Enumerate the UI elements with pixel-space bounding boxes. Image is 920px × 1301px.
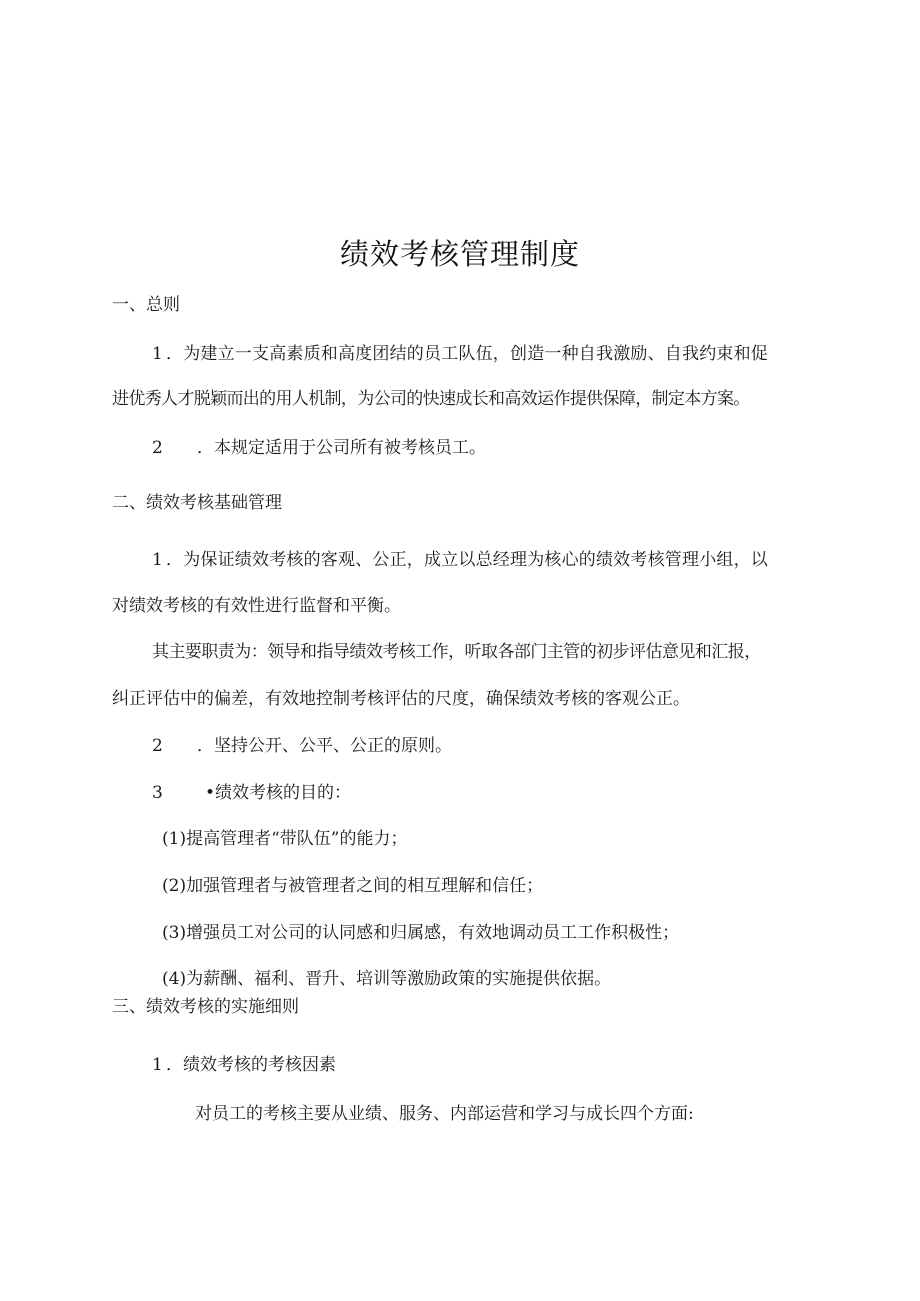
paragraph-number: 3: [152, 783, 163, 803]
list-item: (4)为薪酬、福利、晋升、培训等激励政策的实施提供依据。: [162, 969, 612, 989]
paragraph-number: 2: [152, 736, 163, 756]
paragraph-text: ．为保证绩效考核的客观、公正，成立以总经理为核心的绩效考核管理小组，以: [166, 550, 768, 570]
paragraph-number: 1: [152, 550, 163, 570]
paragraph-text: 进优秀人才脱颖而出的用人机制，为公司的快速成长和高效运作提供保障，制定本方案。: [112, 389, 750, 409]
list-item: (3)增强员工对公司的认同感和归属感，有效地调动员工工作积极性；: [162, 923, 680, 943]
paragraph-text: ．本规定适用于公司所有被考核员工。: [197, 438, 486, 458]
paragraph-text: •绩效考核的目的：: [205, 783, 352, 803]
paragraph-number: 1: [152, 344, 163, 364]
paragraph-text: 其主要职责为：领导和指导绩效考核工作，听取各部门主管的初步评估意见和汇报，: [152, 642, 761, 662]
paragraph-text: 纠正评估中的偏差，有效地控制考核评估的尺度，确保绩效考核的客观公正。: [112, 689, 690, 709]
list-item: (1)提高管理者“带队伍”的能力；: [162, 829, 408, 849]
paragraph-text: ．绩效考核的考核因素: [166, 1055, 336, 1075]
paragraph-text: 对绩效考核的有效性进行监督和平衡。: [112, 596, 401, 616]
list-item: (2)加强管理者与被管理者之间的相互理解和信任；: [162, 876, 544, 896]
section-heading-implementation: 三、绩效考核的实施细则: [112, 997, 299, 1017]
section-heading-basic-management: 二、绩效考核基础管理: [112, 493, 282, 513]
paragraph-number: 1: [152, 1055, 163, 1075]
paragraph-text: ．为建立一支高素质和高度团结的员工队伍，创造一种自我激励、自我约束和促: [166, 344, 768, 364]
paragraph-number: 2: [152, 438, 163, 458]
paragraph-text: 对员工的考核主要从业绩、服务、内部运营和学习与成长四个方面:: [195, 1104, 694, 1124]
paragraph-text: ．坚持公开、公平、公正的原则。: [197, 736, 452, 756]
section-heading-general: 一、总则: [112, 295, 180, 315]
document-title: 绩效考核管理制度: [339, 237, 580, 271]
